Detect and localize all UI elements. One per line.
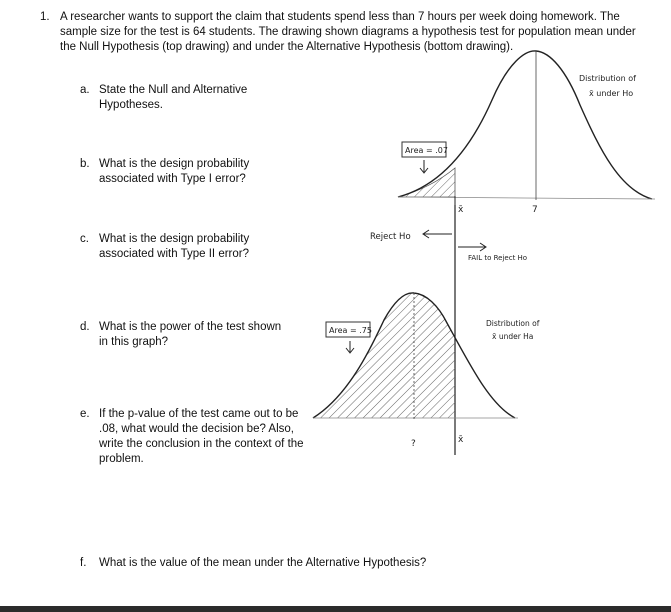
top-axis <box>398 197 655 199</box>
problem-text: A researcher wants to support the claim that students spend less than 7 hours per week doing homework. The sample size for the test is 64 students. The drawing shown diagrams a hypothesis test for population mean under the Null Hypothesis (top drawing) and under the Alternative Hypothesis (bottom drawing). <box>60 11 636 53</box>
part-label: c. <box>80 233 89 245</box>
part-text: What is the value of the mean under the Alternative Hypothesis? <box>99 557 427 569</box>
problem-number: 1. <box>40 11 50 23</box>
bottom-dist-label-1: Distribution of <box>486 319 540 328</box>
part-label: a. <box>80 84 90 96</box>
bottom-area-label: Area = .75 <box>329 326 372 335</box>
fail-to-reject-label: FAIL to Reject Ho <box>468 254 528 262</box>
bottom-crit-label: x̄ <box>458 435 464 445</box>
bottom-shaded-region <box>313 293 455 418</box>
part-text: If the p-value of the test came out to be .08, what would the decision be? Also, write the conclusion in the context of the problem. <box>99 408 304 465</box>
part-text: What is the power of the test shown in this graph? <box>99 321 282 348</box>
top-crit-label: x̄ <box>458 205 464 215</box>
part-label: e. <box>80 408 90 420</box>
part-text: State the Null and Alternative Hypotheses. <box>99 84 248 111</box>
bottom-dist-label-2: x̄ under Ha <box>492 332 534 341</box>
top-mean-label: 7 <box>532 205 538 215</box>
part-text: What is the design probability associated with Type I error? <box>99 158 250 185</box>
bottom-border <box>0 606 671 612</box>
top-dist-label-2: x̄ under Ho <box>589 89 634 98</box>
part-text: What is the design probability associated with Type II error? <box>99 233 250 260</box>
part-label: f. <box>80 557 87 569</box>
part-label: b. <box>80 158 90 170</box>
top-dist-label-1: Distribution of <box>579 74 636 83</box>
bottom-mean-label: ? <box>411 439 416 449</box>
reject-ho-label: Reject Ho <box>370 232 411 242</box>
top-area-label: Area = .07 <box>405 146 448 155</box>
part-label: d. <box>80 321 90 333</box>
top-tail-shaded-region <box>398 168 455 197</box>
